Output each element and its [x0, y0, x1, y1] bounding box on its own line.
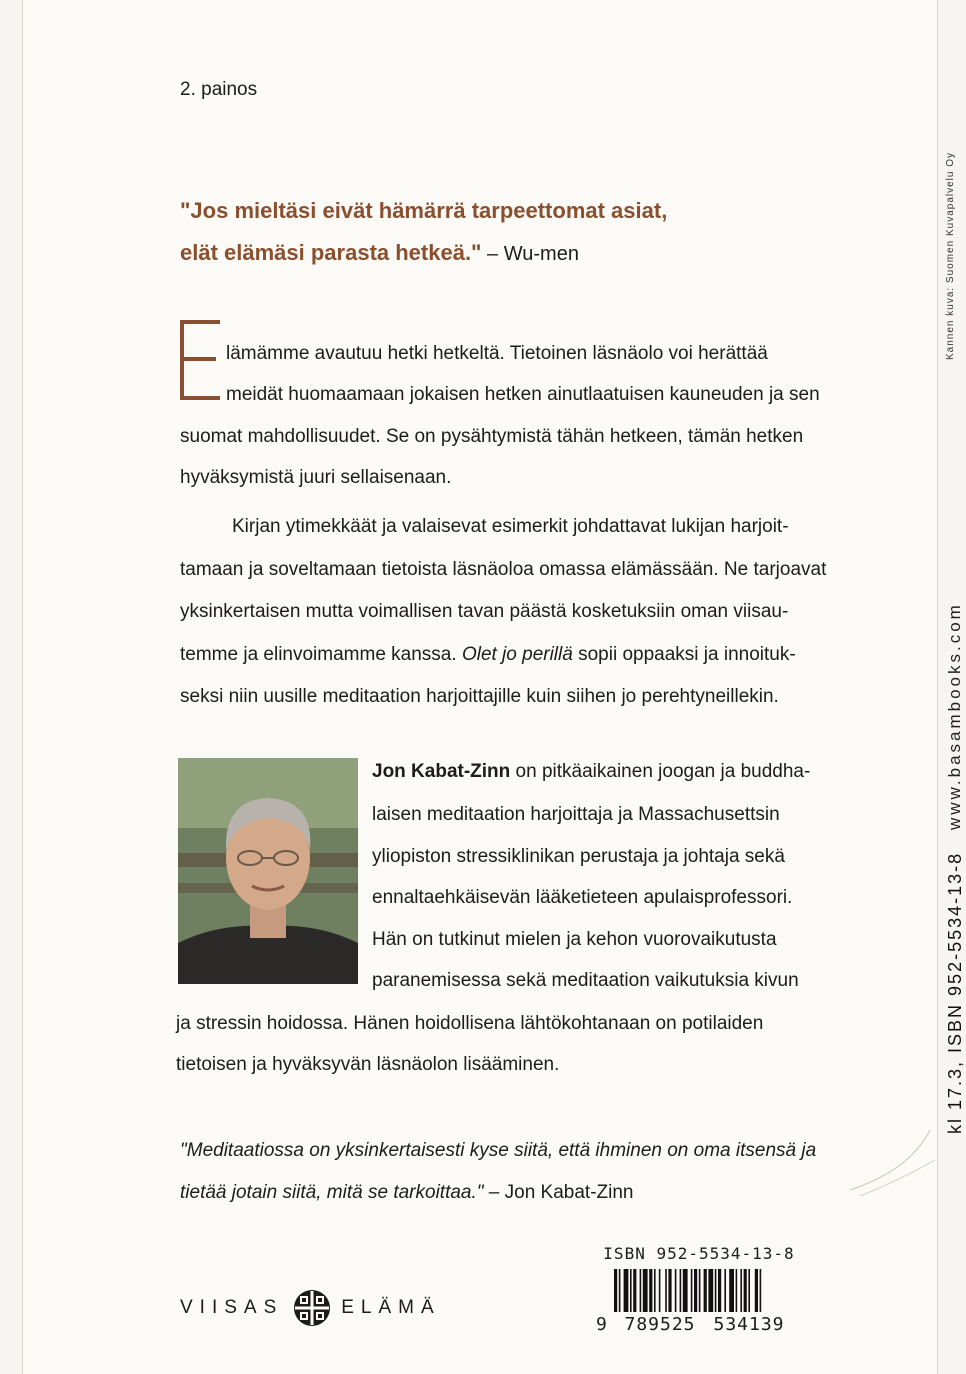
publisher-website: www.basambooks.com [945, 602, 964, 830]
closing-quote-line-2: tietää jotain siitä, mitä se tarkoittaa." – Jon Kabat-Zinn [180, 1182, 634, 1203]
publisher-name-left: VIISAS [180, 1297, 284, 1318]
publisher-emblem-icon [293, 1289, 331, 1327]
quote-line-2: elät elämäsi parasta hetkeä." – Wu-men [180, 240, 579, 265]
isbn-label: ISBN 952-5534-13-8 [603, 1244, 795, 1263]
barcode-digit-first: 9 [596, 1313, 607, 1335]
book-title: Olet jo perillä [461, 643, 573, 665]
publisher-logo [180, 1288, 441, 1328]
para-line-1: Kirjan ytimekkäät ja valaisevat esimerkit johdattavat lukijan harjoit- [232, 516, 789, 537]
para-line-3: yksinkertaisen mutta voimallisen tavan päästä kosketuksiin oman viisau- [180, 601, 789, 622]
bio-line-7: ja stressin hoidossa. Hänen hoidollisena lähtökohtanaan on potilaiden [176, 1013, 764, 1034]
bio-line-1: Jon Kabat-Zinn on pitkäaikainen joogan ja buddha- [372, 761, 811, 782]
para-line-2: tamaan ja soveltamaan tietoista läsnäoloa omassa elämässään. Ne tarjoavat [180, 558, 827, 580]
publisher-name-right: ELÄMÄ [341, 1297, 441, 1318]
opening-quote [180, 190, 840, 275]
author-photo [178, 758, 358, 984]
barcode-digits-group-2: 534139 [713, 1313, 785, 1335]
closing-quote [180, 1130, 820, 1214]
barcode-digits-group-1: 789525 [624, 1313, 696, 1335]
para-line-4: temme ja elinvoimamme kanssa. Olet jo perillä sopii oppaaksi ja innoituk- [180, 643, 796, 665]
description-paragraph [180, 506, 830, 719]
closing-quote-line-1: "Meditaatiossa on yksinkertaisesti kyse siitä, että ihminen on oma itsensä ja [180, 1140, 817, 1161]
bio-line-8: tietoisen ja hyväksyvän läsnäolon lisääminen. [176, 1054, 560, 1075]
intro-line-2: meidät huomaamaan jokaisen hetken ainutlaatuisen kauneuden ja sen [226, 384, 820, 405]
closing-quote-attribution: – Jon Kabat-Zinn [483, 1182, 634, 1203]
drop-cap-e [178, 318, 222, 402]
edition-label: 2. painos [180, 79, 258, 100]
quote-attribution: – Wu-men [481, 243, 579, 265]
intro-line-1: lämämme avautuu hetki hetkeltä. Tietoinen läsnäolo voi herättää [226, 343, 768, 364]
bio-line-5: Hän on tutkinut mielen ja kehon vuorovaikutusta [372, 929, 777, 950]
scuff-mark [820, 1120, 940, 1210]
author-name: Jon Kabat-Zinn [372, 761, 511, 782]
isbn-barcode-block [596, 1244, 802, 1335]
quote-line-1: "Jos mieltäsi eivät hämärrä tarpeettomat asiat, [180, 198, 668, 223]
bio-line-3: yliopiston stressiklinikan perustaja ja johtaja sekä [372, 846, 785, 867]
classification-isbn: kl 17.3, ISBN 952-5534-13-8 [945, 851, 965, 1134]
cover-photo-credit: Kannen kuva: Suomen Kuvapalvelu Oy [945, 152, 956, 360]
intro-line-4: hyväksymistä juuri sellaisenaan. [180, 467, 452, 488]
intro-line-3: suomat mahdollisuudet. Se on pysähtymistä tähän hetkeen, tämän hetken [180, 426, 804, 447]
para-line-5: seksi niin uusille meditaation harjoittajille kuin siihen jo perehtyneillekin. [180, 686, 779, 707]
bio-line-4: ennaltaehkäisevän lääketieteen apulaisprofessori. [372, 887, 793, 908]
bio-line-2: laisen meditaation harjoittaja ja Massachusettsin [372, 804, 780, 825]
barcode-digits [596, 1312, 802, 1336]
bio-line-6: paranemisessa sekä meditaation vaikutuksia kivun [372, 970, 799, 991]
